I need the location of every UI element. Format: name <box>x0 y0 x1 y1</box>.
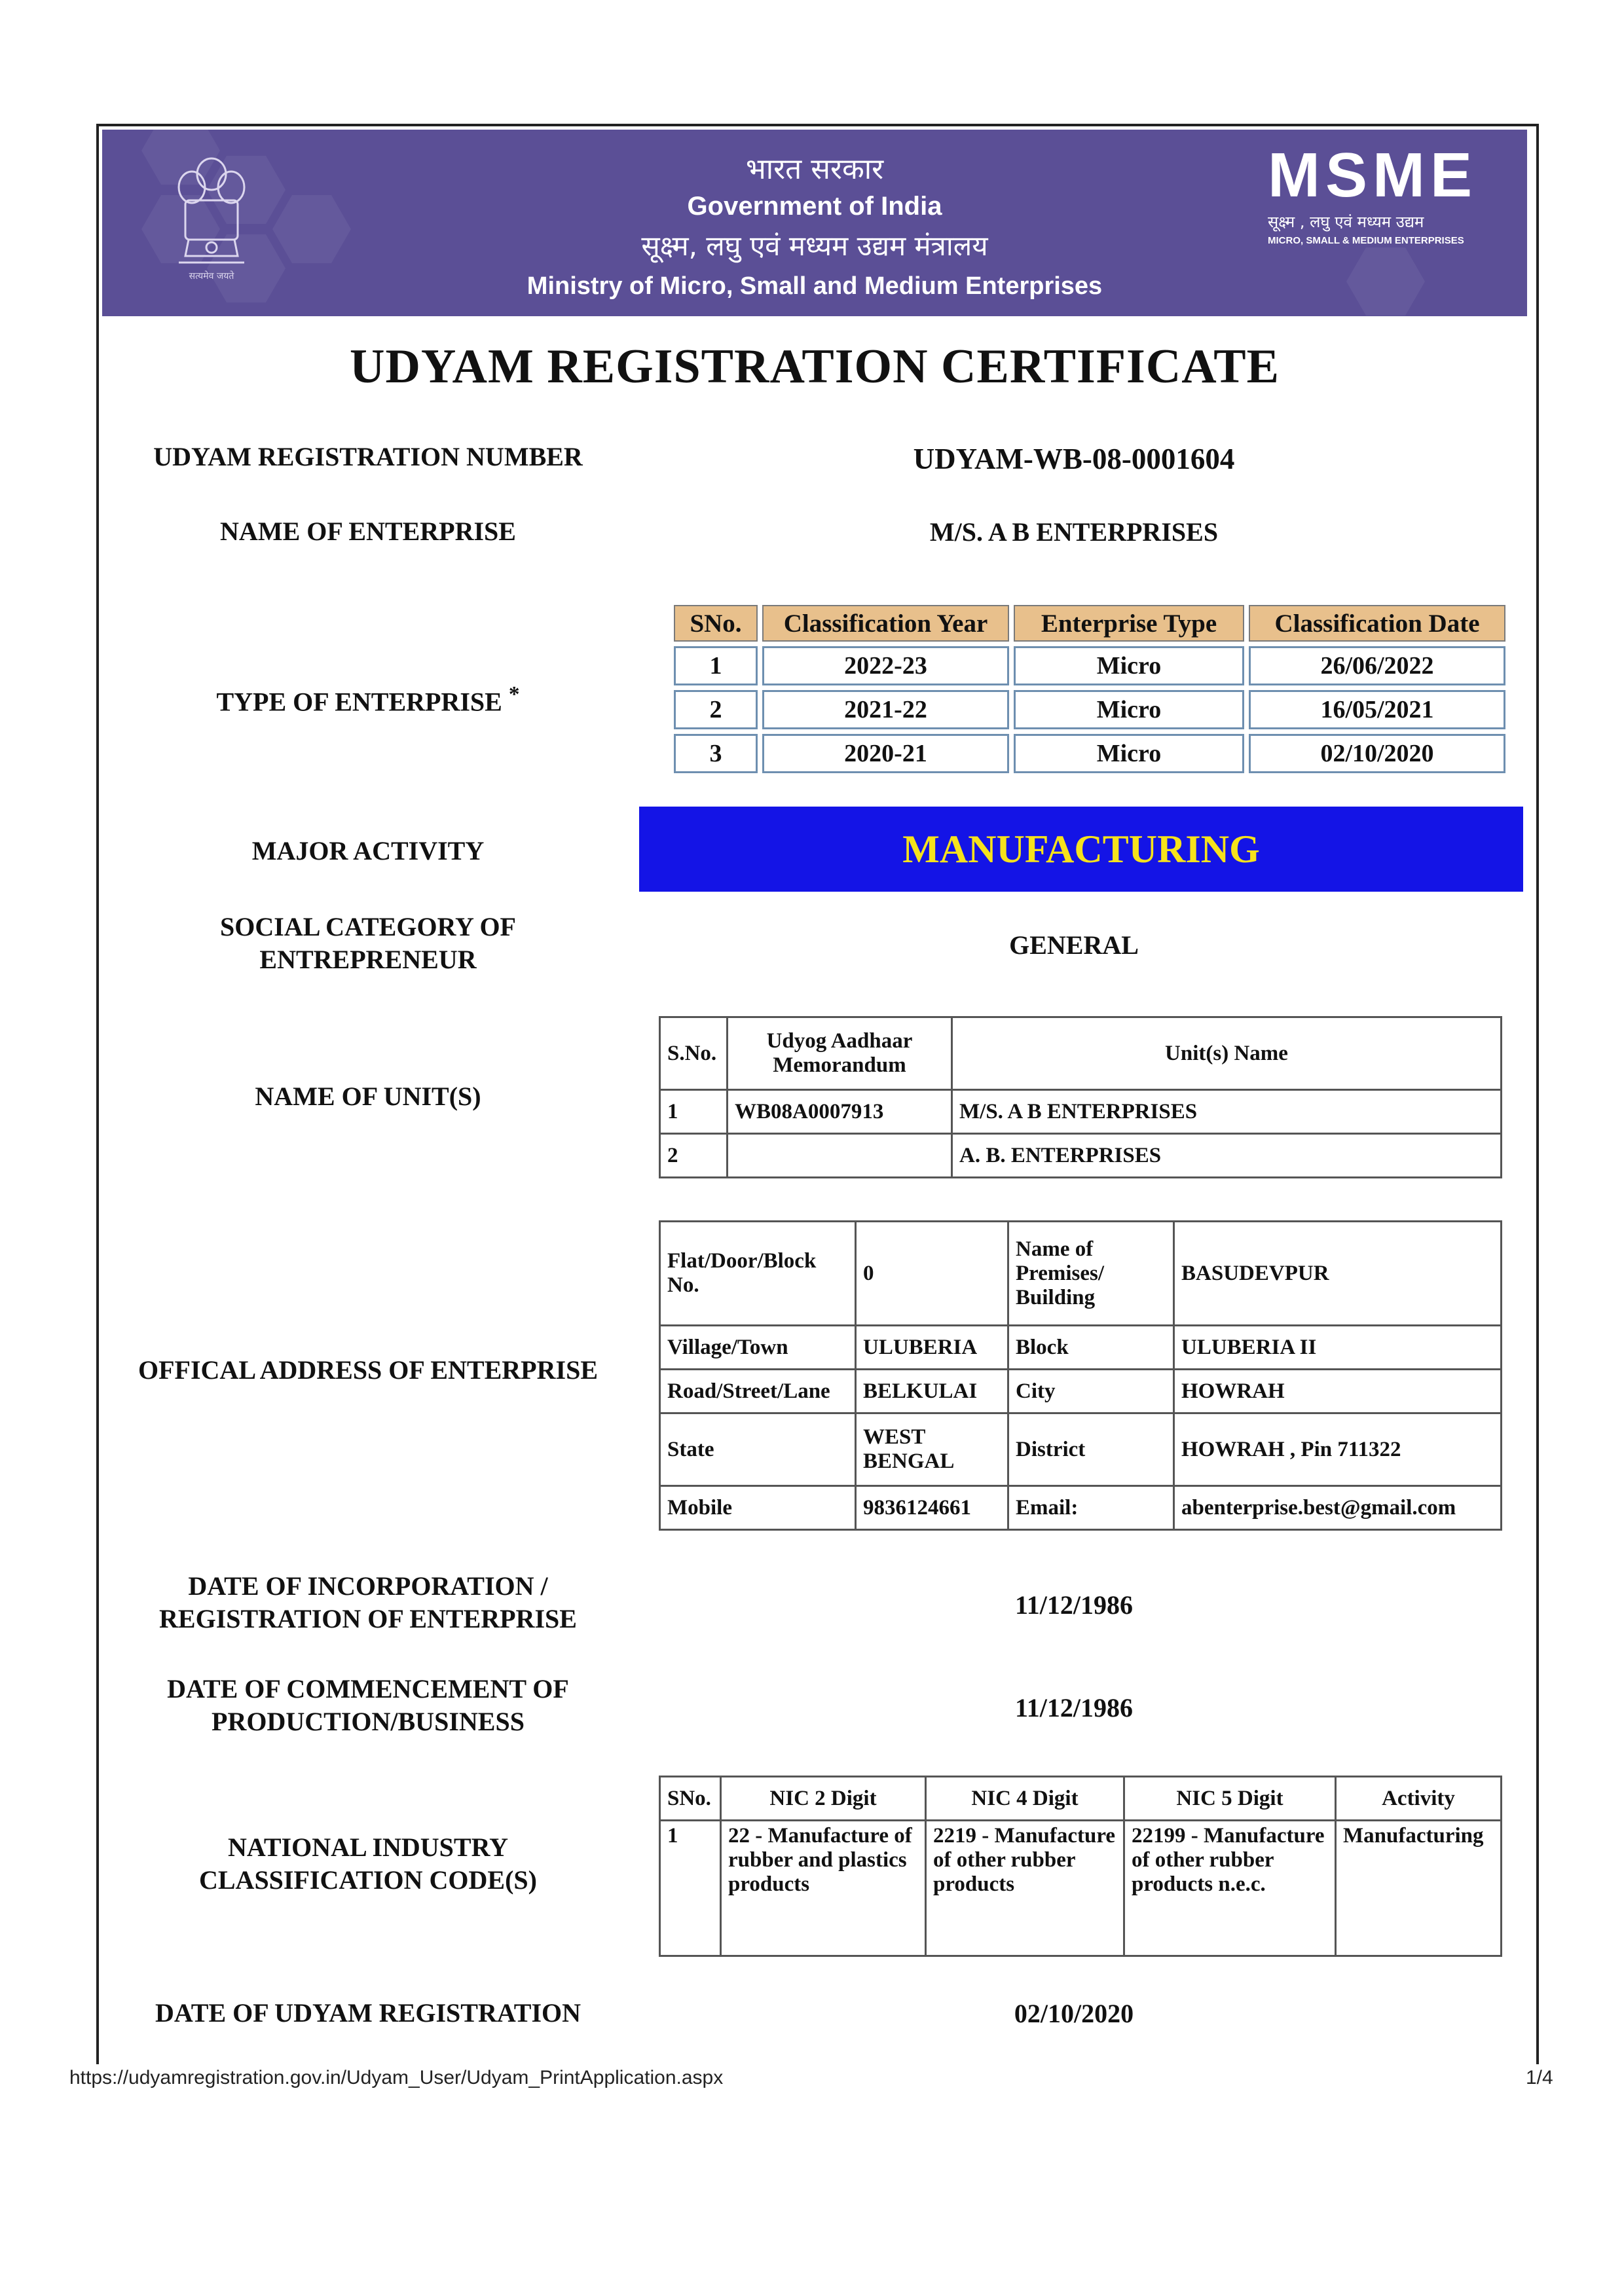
col-udyog-aadhaar: Udyog Aadhaar Memorandum <box>728 1017 952 1090</box>
incorporation-date-label <box>113 1570 623 1635</box>
table-cell: 2 <box>660 1134 728 1178</box>
table-cell: 1 <box>674 646 758 685</box>
table-row <box>660 1134 1502 1178</box>
social-category-label-line1: SOCIAL CATEGORY OF <box>220 912 516 941</box>
msme-logo-subtitle: MICRO, SMALL & MEDIUM ENTERPRISES <box>1268 235 1464 246</box>
hindi-ministry-title: सूक्ष्म, लघु एवं मध्यम उद्यम मंत्रालय <box>641 230 988 262</box>
table-cell: City <box>1008 1370 1174 1413</box>
table-cell: 3 <box>674 734 758 773</box>
ministry-title: Ministry of Micro, Small and Medium Enterprises <box>526 272 1103 300</box>
table-row <box>674 734 1505 773</box>
table-cell: 02/10/2020 <box>1249 734 1505 773</box>
table-cell: Flat/Door/Block No. <box>660 1222 856 1326</box>
nic-label <box>113 1831 623 1897</box>
table-header-row <box>660 1777 1502 1821</box>
table-cell: ULUBERIA <box>856 1326 1008 1370</box>
table-cell: Name of Premises/ Building <box>1008 1222 1174 1326</box>
social-category-label <box>113 911 623 976</box>
table-header-row <box>674 605 1505 642</box>
commencement-date-value: 11/12/1986 <box>1014 1693 1134 1722</box>
units-label: NAME OF UNIT(S) <box>255 1082 481 1111</box>
table-cell: State <box>660 1413 856 1486</box>
table-cell: 22 - Manufacture of rubber and plastics products <box>721 1821 926 1956</box>
social-category-value: GENERAL <box>1009 930 1139 960</box>
table-cell: WEST BENGAL <box>856 1413 1008 1486</box>
udyam-date-value: 02/10/2020 <box>1014 1999 1134 2028</box>
address-table <box>659 1220 1502 1531</box>
table-cell: BASUDEVPUR <box>1174 1222 1502 1326</box>
table-cell: HOWRAH , Pin 711322 <box>1174 1413 1502 1486</box>
table-cell: Micro <box>1014 646 1244 685</box>
msme-logo <box>1268 140 1484 246</box>
reg-number-value: UDYAM-WB-08-0001604 <box>913 443 1235 475</box>
table-cell <box>728 1134 952 1178</box>
commencement-label-line2: PRODUCTION/BUSINESS <box>212 1707 525 1736</box>
table-row <box>674 690 1505 729</box>
incorporation-label-line2: REGISTRATION OF ENTERPRISE <box>159 1604 577 1633</box>
table-cell: 9836124661 <box>856 1486 1008 1530</box>
nic-label-line2: CLASSIFICATION CODE(S) <box>198 1865 537 1895</box>
table-row <box>660 1370 1502 1413</box>
table-cell: Road/Street/Lane <box>660 1370 856 1413</box>
col-sno: SNo. <box>674 605 758 642</box>
col-enterprise-type: Enterprise Type <box>1014 605 1244 642</box>
table-cell: Micro <box>1014 690 1244 729</box>
col-sno: S.No. <box>660 1017 728 1090</box>
table-row <box>660 1090 1502 1134</box>
table-cell: A. B. ENTERPRISES <box>952 1134 1502 1178</box>
page-number: 1/4 <box>1526 2067 1553 2088</box>
government-title: Government of India <box>687 192 942 221</box>
table-cell: Email: <box>1008 1486 1174 1530</box>
table-row <box>660 1326 1502 1370</box>
enterprise-name-value: M/S. A B ENTERPRISES <box>929 517 1219 547</box>
units-table <box>659 1016 1502 1178</box>
col-nic-4: NIC 4 Digit <box>926 1777 1124 1821</box>
print-url: https://udyamregistration.gov.in/Udyam_User/Udyam_PrintApplication.aspx <box>69 2067 724 2088</box>
col-classification-date: Classification Date <box>1249 605 1505 642</box>
incorporation-date-value: 11/12/1986 <box>1014 1590 1134 1620</box>
incorporation-label-line1: DATE OF INCORPORATION / <box>188 1571 548 1601</box>
classification-table <box>669 600 1510 778</box>
table-cell: 26/06/2022 <box>1249 646 1505 685</box>
table-cell: abenterprise.best@gmail.com <box>1174 1486 1502 1530</box>
table-row <box>660 1486 1502 1530</box>
social-category-label-line2: ENTREPRENEUR <box>259 945 477 974</box>
enterprise-type-label-text: TYPE OF ENTERPRISE <box>216 687 502 717</box>
col-classification-year: Classification Year <box>762 605 1009 642</box>
table-cell: 16/05/2021 <box>1249 690 1505 729</box>
table-cell: Block <box>1008 1326 1174 1370</box>
table-cell: Micro <box>1014 734 1244 773</box>
table-cell: Manufacturing <box>1336 1821 1502 1956</box>
table-row <box>660 1413 1502 1486</box>
table-cell: ULUBERIA II <box>1174 1326 1502 1370</box>
hindi-government-title: भारत सरकार <box>745 153 884 186</box>
commencement-date-label <box>113 1673 623 1738</box>
table-cell: WB08A0007913 <box>728 1090 952 1134</box>
table-cell: District <box>1008 1413 1174 1486</box>
nic-label-line1: NATIONAL INDUSTRY <box>228 1832 508 1862</box>
table-cell: 1 <box>660 1090 728 1134</box>
nic-table <box>659 1776 1502 1957</box>
enterprise-type-asterisk: * <box>508 682 520 706</box>
table-cell: Mobile <box>660 1486 856 1530</box>
msme-logo-text: MSME <box>1268 140 1477 210</box>
address-label: OFFICAL ADDRESS OF ENTERPRISE <box>138 1355 598 1385</box>
udyam-date-label: DATE OF UDYAM REGISTRATION <box>155 1998 581 2028</box>
table-cell: Village/Town <box>660 1326 856 1370</box>
table-cell: 0 <box>856 1222 1008 1326</box>
major-activity-label: MAJOR ACTIVITY <box>251 836 485 866</box>
col-nic-5: NIC 5 Digit <box>1124 1777 1336 1821</box>
table-cell: 2022-23 <box>762 646 1009 685</box>
table-cell: 2020-21 <box>762 734 1009 773</box>
reg-number-label: UDYAM REGISTRATION NUMBER <box>153 442 583 471</box>
table-cell: 2 <box>674 690 758 729</box>
table-cell: 22199 - Manufacture of other rubber products n.e.c. <box>1124 1821 1336 1956</box>
table-cell: 2021-22 <box>762 690 1009 729</box>
table-row <box>660 1222 1502 1326</box>
col-sno: SNo. <box>660 1777 721 1821</box>
table-row <box>674 646 1505 685</box>
table-header-row <box>660 1017 1502 1090</box>
table-cell: M/S. A B ENTERPRISES <box>952 1090 1502 1134</box>
table-cell: HOWRAH <box>1174 1370 1502 1413</box>
commencement-label-line1: DATE OF COMMENCEMENT OF <box>167 1674 569 1704</box>
certificate-title: UDYAM REGISTRATION CERTIFICATE <box>350 340 1280 393</box>
major-activity-value: MANUFACTURING <box>639 807 1523 892</box>
col-activity: Activity <box>1336 1777 1502 1821</box>
table-cell: BELKULAI <box>856 1370 1008 1413</box>
enterprise-type-label <box>113 678 623 718</box>
col-unit-name: Unit(s) Name <box>952 1017 1502 1090</box>
enterprise-name-label: NAME OF ENTERPRISE <box>220 517 516 546</box>
col-nic-2: NIC 2 Digit <box>721 1777 926 1821</box>
table-cell: 1 <box>660 1821 721 1956</box>
table-row <box>660 1821 1502 1956</box>
msme-logo-hindi: सूक्ष्म , लघु एवं मध्यम उद्यम <box>1268 213 1424 231</box>
header-banner <box>102 130 1527 316</box>
svg-text:सत्यमेव जयते: सत्यमेव जयते <box>189 271 234 282</box>
table-cell: 2219 - Manufacture of other rubber products <box>926 1821 1124 1956</box>
